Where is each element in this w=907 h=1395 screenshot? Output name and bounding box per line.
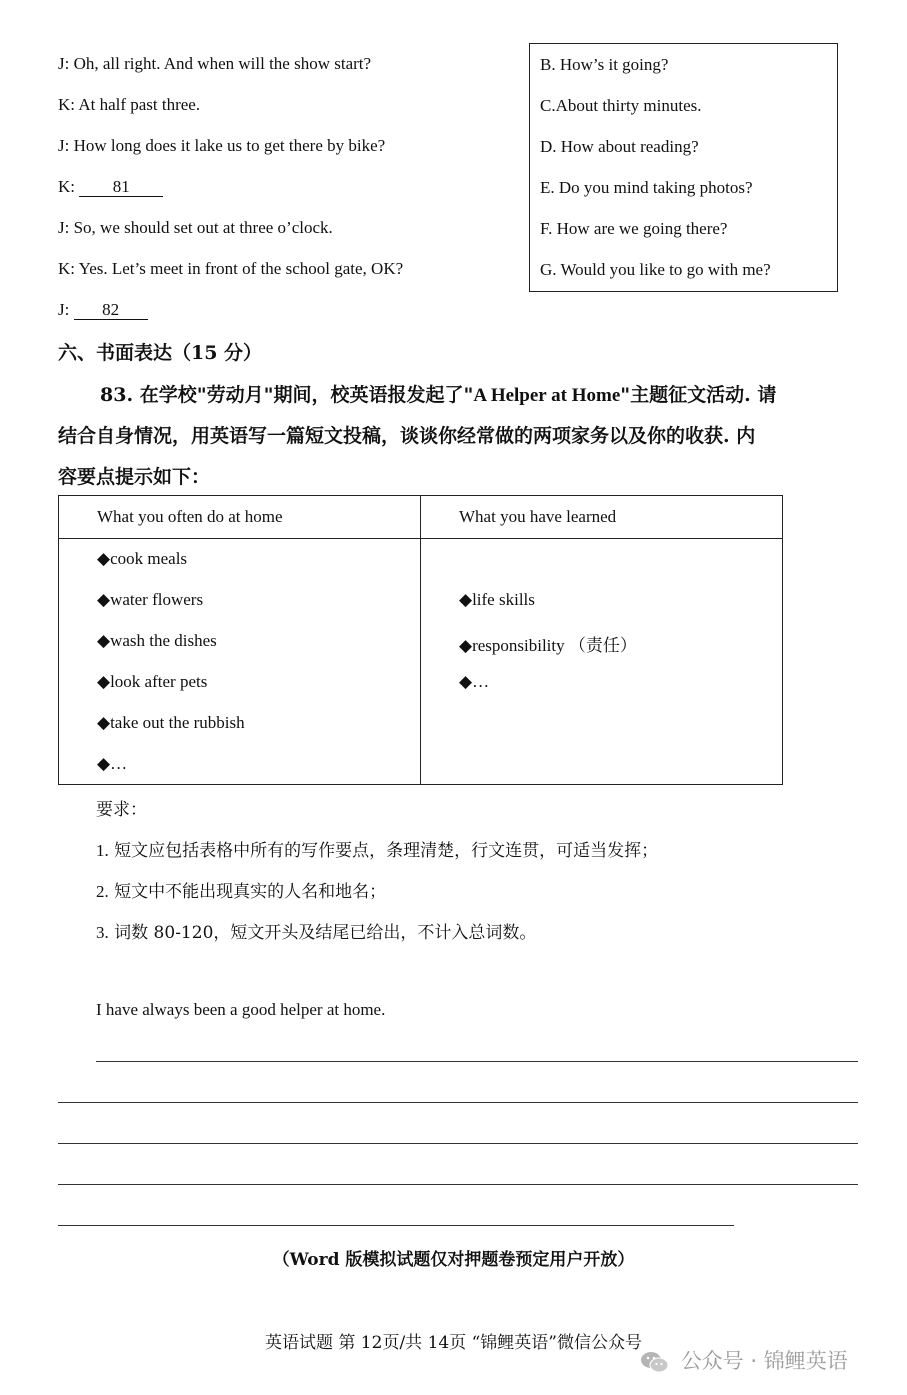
table-divider	[420, 496, 421, 784]
list-item: ◆take out the rubbish	[97, 713, 245, 732]
diamond-bullet-icon: ◆	[97, 713, 111, 732]
dialogue-line: J: Oh, all right. And when will the show start?	[58, 54, 372, 73]
writing-line[interactable]	[58, 1143, 858, 1144]
prompt-table	[58, 495, 783, 785]
writing-line[interactable]	[96, 1061, 858, 1062]
list-item: ◆…	[459, 672, 490, 691]
requirements-label: 要求：	[96, 800, 147, 820]
writing-line[interactable]	[58, 1225, 734, 1226]
option-b: B. How’s it going?	[540, 55, 669, 74]
option-g: G. Would you like to go with me?	[540, 260, 771, 279]
diamond-bullet-icon: ◆	[97, 631, 111, 650]
option-e: E. Do you mind taking photos?	[540, 178, 753, 197]
list-item: ◆water flowers	[97, 590, 204, 609]
list-item: ◆life skills	[459, 590, 535, 609]
diamond-bullet-icon: ◆	[459, 590, 473, 609]
diamond-bullet-icon: ◆	[97, 672, 111, 691]
dialogue-line: K: Yes. Let’s meet in front of the school gate, OK?	[58, 259, 404, 278]
essay-title: A Helper at Home	[473, 385, 621, 406]
table-divider	[59, 538, 782, 539]
essay-starter: I have always been a good helper at home.	[96, 1000, 386, 1019]
diamond-bullet-icon: ◆	[459, 672, 473, 691]
wechat-icon	[640, 1350, 670, 1374]
requirement-item: 2. 短文中不能出现真实的人名和地名；	[96, 882, 387, 902]
table-header-right: What you have learned	[459, 507, 617, 526]
task-line-3: 容要点提示如下：	[58, 466, 211, 488]
task-number: 83.	[100, 384, 134, 406]
option-d: D. How about reading?	[540, 137, 699, 156]
option-f: F. How are we going there?	[540, 219, 728, 238]
requirement-item: 3. 词数 80-120，短文开头及结尾已给出，不计入总词数。	[96, 923, 537, 943]
diamond-bullet-icon: ◆	[97, 754, 111, 773]
writing-line[interactable]	[58, 1102, 858, 1103]
list-item: ◆cook meals	[97, 549, 188, 568]
task-line-2: 结合自身情况，用英语写一篇短文投稿，谈谈你经常做的两项家务以及你的收获. 内	[58, 425, 756, 447]
list-item: ◆wash the dishes	[97, 631, 217, 650]
section-title: 六、书面表达（15 分）	[58, 342, 263, 364]
table-header-left: What you often do at home	[97, 507, 283, 526]
dialogue-line: K: At half past three.	[58, 95, 201, 114]
list-item: ◆look after pets	[97, 672, 208, 691]
requirement-item: 1. 短文应包括表格中所有的写作要点，条理清楚，行文连贯，可适当发挥；	[96, 841, 659, 861]
diamond-bullet-icon: ◆	[97, 549, 111, 568]
options-box	[529, 43, 838, 292]
answer-blank-82[interactable]: 82	[74, 301, 148, 320]
diamond-bullet-icon: ◆	[459, 636, 473, 655]
diamond-bullet-icon: ◆	[97, 590, 111, 609]
dialogue-line: J: How long does it lake us to get there by bike?	[58, 136, 386, 155]
footer-note: （Word 版模拟试题仅对押题卷预定用户开放）	[272, 1250, 635, 1270]
answer-blank-81[interactable]: 81	[79, 178, 163, 197]
list-item: ◆…	[97, 754, 128, 773]
option-c: C.About thirty minutes.	[540, 96, 702, 115]
dialogue-line: K: 81	[58, 177, 163, 197]
list-item: ◆responsibility （责任）	[459, 636, 637, 655]
dialogue-line: J: 82	[58, 300, 148, 320]
task-line-1: 83. 在学校"劳动月"期间，校英语报发起了"A Helper at Home"主题征文活动. 请	[100, 384, 777, 406]
dialogue-line: J: So, we should set out at three o’clock.	[58, 218, 333, 237]
watermark: 公众号 · 锦鲤英语	[640, 1345, 848, 1375]
writing-line[interactable]	[58, 1184, 858, 1185]
page-footer: 英语试题 第 12页/共 14页 “锦鲤英语”微信公众号	[265, 1333, 642, 1353]
